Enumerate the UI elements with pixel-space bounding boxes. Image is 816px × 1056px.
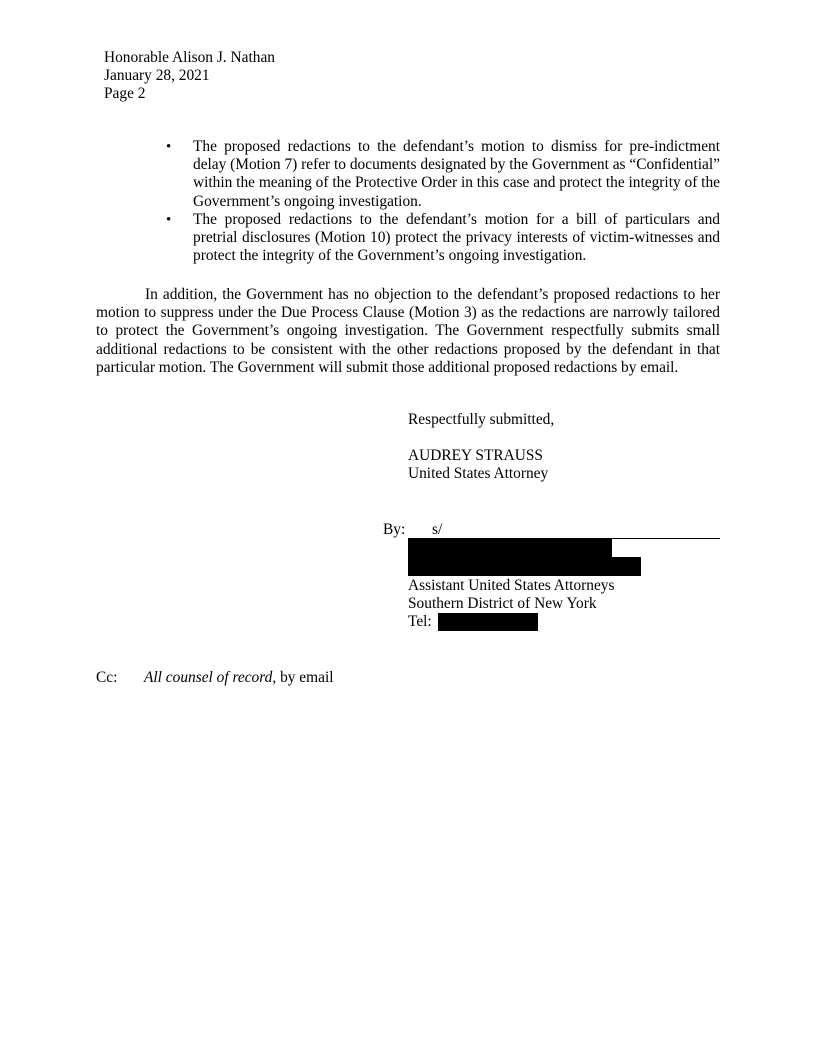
cc-line [96,669,334,687]
letter-header [104,49,275,104]
ausa-office: Southern District of New York [408,595,597,613]
signer-title: United States Attorney [408,465,549,483]
redaction-bar [408,539,612,557]
letter-date: January 28, 2021 [104,67,210,85]
body-paragraph: In addition, the Government has no objection to the defendant’s proposed redactions to her motion to suppress under the Due Process Clause (Motion 3) as the redactions are narrowly tailored to protect the Government’s ongoing investigation. The Government respectfully submits small additional redactions to be consistent with the other redactions proposed by the defendant in that particular motion. The Government will submit those additional proposed redactions by email. [96,286,720,376]
addressee: Honorable Alison J. Nathan [104,49,275,66]
bullet-list [166,138,720,265]
redaction-bar [408,557,641,576]
closing: Respectfully submitted, [408,411,555,428]
signer-name: AUDREY STRAUSS [408,447,543,465]
bullet-item [166,211,720,266]
bullet-icon: • [166,211,172,228]
bullet-text: The proposed redactions to the defendant’s motion to dismiss for pre-indictment delay (Motion 7) refer to documents designated by the Government as “Confidential” within the meaning of the Protective Order in this case and protect the integrity of the Government’s ongoing investigation. [193,138,720,210]
by-line [383,521,720,539]
tel-label: Tel: [408,613,432,631]
bullet-icon: • [166,139,172,155]
signature-mark: s/ [432,521,443,538]
cc-label: Cc: [96,669,118,686]
bullet-text: The proposed redactions to the defendant’s motion for a bill of particulars and pretrial disclosures (Motion 10) protect the privacy interests of victim-witnesses and protect the integrity of the Government’s ongoing investigation. [193,210,720,265]
by-label: By: [383,521,406,538]
page-number: Page 2 [104,85,146,103]
cc-recipients: All counsel of record [144,669,273,686]
redaction-bar [438,613,538,631]
ausa-role: Assistant United States Attorneys [408,577,615,594]
cc-method: , by email [272,669,334,686]
bullet-item [166,138,720,211]
signature-block [408,411,728,484]
